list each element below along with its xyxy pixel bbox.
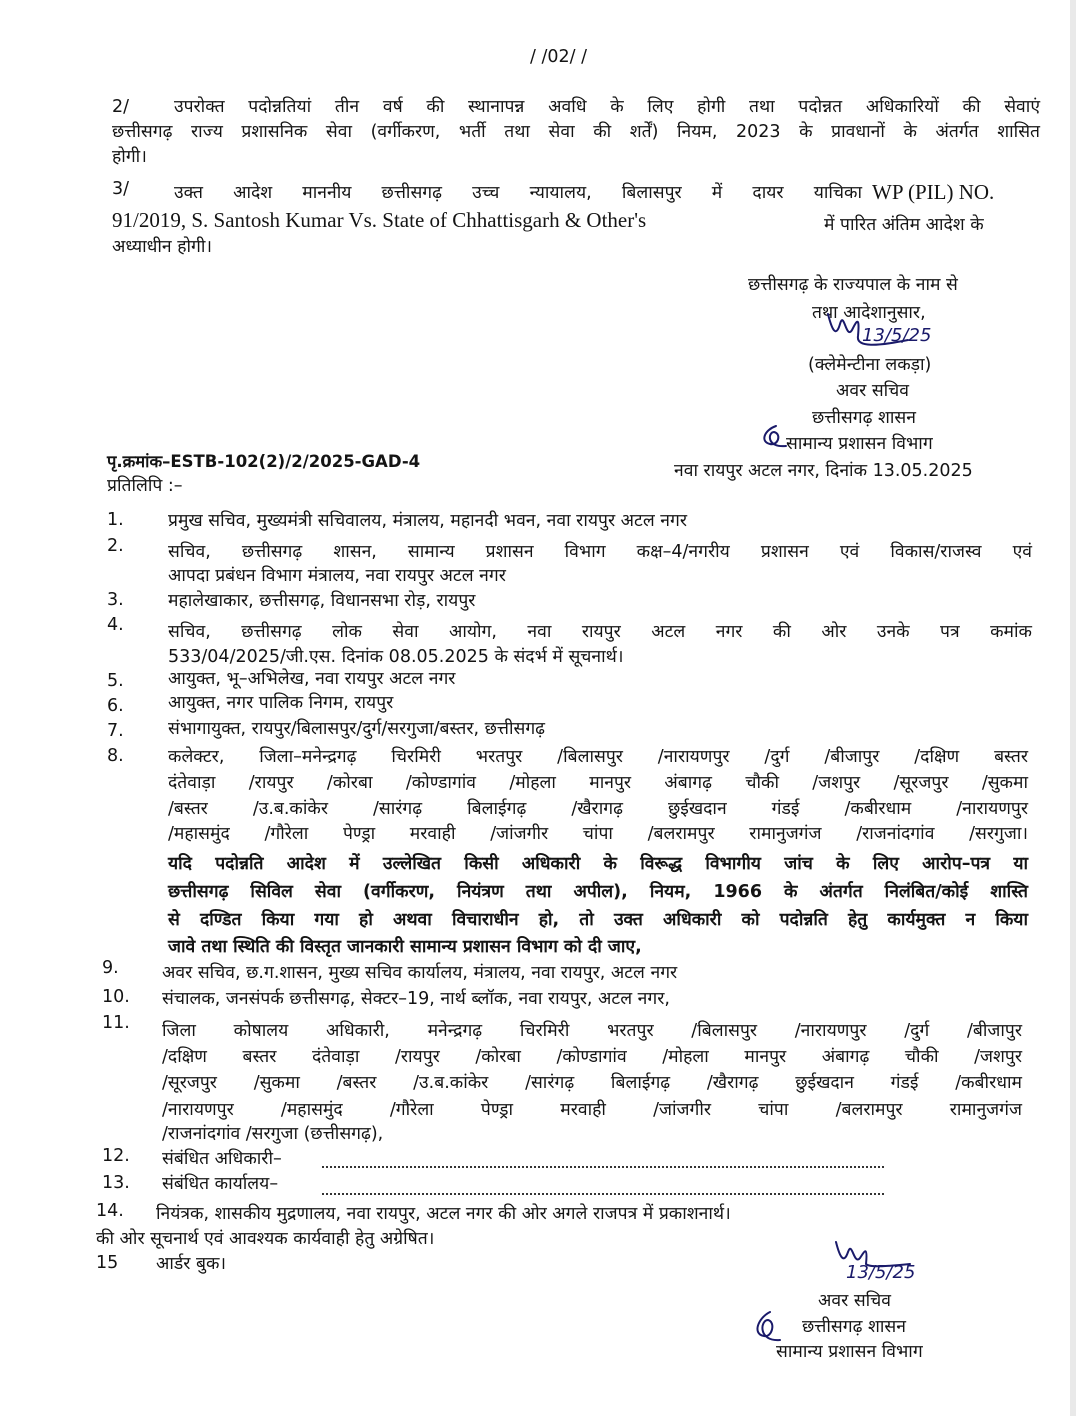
list-item-8-line-4: /महासमुंद /गौरेला पेण्ड्रा मरवाही /जांजगीर चांपा /बलरामपुर रामानुजगंज /राजनांदगांव /सरगुजा। [168, 824, 1028, 844]
list-item-8-note-line-4: जावे तथा स्थिति की विस्तृत जानकारी सामान्य प्रशासन विभाग को दी जाए, [168, 937, 642, 957]
list-item-14-line-1: नियंत्रक, शासकीय मुद्रणालय, नवा रायपुर, अटल नगर की ओर अगले राजपत्र में प्रकाशनार्थ। [156, 1204, 731, 1224]
para-3-line-2-tail: में पारित अंतिम आदेश के [824, 215, 984, 235]
list-item-11-line-4: /नारायणपुर /महासमुंद /गौरेला पेण्ड्रा मरवाही /जांजगीर चांपा /बलरामपुर रामानुजगंज [162, 1100, 1022, 1120]
para-3-line-3: अध्याधीन होगी। [112, 237, 213, 257]
list-item-2-line-1: सचिव, छत्तीसगढ़ शासन, सामान्य प्रशासन विभाग कक्ष–4/नगरीय प्रशासन एवं विकास/राजस्व एवं [168, 542, 1032, 562]
sign-2-date: 13/5/25 [846, 1262, 916, 1283]
list-item-2-line-2: आपदा प्रबंधन विभाग मंत्रालय, नवा रायपुर अटल नगर [168, 566, 506, 586]
copy-to-heading: प्रतिलिपि :– [107, 476, 183, 496]
list-item-8-note-line-2: छत्तीसगढ़ सिविल सेवा (वर्गीकरण, नियंत्रण तथा अपील), नियम, 1966 के अंतर्गत निलंबित/कोई शास्ति [168, 882, 1028, 902]
item-number: 13. [102, 1173, 130, 1193]
item-number: 11. [102, 1013, 130, 1033]
page-marker: / /02/ / [530, 47, 587, 67]
reference-place-date: नवा रायपुर अटल नगर, दिनांक 13.05.2025 [674, 461, 973, 481]
list-item-4-line-1: सचिव, छत्तीसगढ़ लोक सेवा आयोग, नवा रायपुर अटल नगर की ओर उनके पत्र कमांक [168, 622, 1032, 642]
sign-1-line-1: छत्तीसगढ़ के राज्यपाल के नाम से [748, 275, 958, 295]
blank-line-13 [322, 1193, 884, 1195]
list-item-9: अवर सचिव, छ.ग.शासन, मुख्य सचिव कार्यालय, मंत्रालय, नवा रायपुर, अटल नगर [162, 963, 678, 983]
list-item-14-line-2: की ओर सूचनार्थ एवं आवश्यक कार्यवाही हेतु अग्रेषित। [96, 1229, 435, 1249]
item-number: 12. [102, 1146, 130, 1166]
list-item-11-line-2: /दक्षिण बस्तर दंतेवाड़ा /रायपुर /कोरबा /कोण्डागांव /मोहला मानपुर अंबागढ़ चौकी /जशपुर [162, 1047, 1022, 1067]
list-item-8-line-3: /बस्तर /उ.ब.कांकेर /सारंगढ़ बिलाईगढ़ /खैरागढ़ छुईखदान गंडई /कबीरधाम /नारायणपुर [168, 799, 1028, 819]
para-2-line-2: छत्तीसगढ़ राज्य प्रशासनिक सेवा (वर्गीकरण, भर्ती तथा सेवा की शर्तें) नियम, 2023 के प्रावधानों के अंतर्गत शासित [112, 122, 1040, 142]
list-item-11-line-5: /राजनांदगांव /सरगुजा (छत्तीसगढ़), [162, 1124, 384, 1144]
item-number: 2. [107, 536, 124, 556]
list-item-11-line-1: जिला कोषालय अधिकारी, मनेन्द्रगढ़ चिरमिरी भरतपुर /बिलासपुर /नारायणपुर /दुर्ग /बीजापुर [162, 1021, 1022, 1041]
reference-number: पृ.क्रमांक–ESTB-102(2)/2/2025-GAD-4 [107, 452, 421, 471]
sign-2-government: छत्तीसगढ़ शासन [802, 1317, 906, 1337]
list-item-6: आयुक्त, नगर पालिक निगम, रायपुर [168, 693, 394, 713]
list-item-15: आर्डर बुक। [156, 1254, 227, 1274]
list-item-4-line-2: 533/04/2025/जी.एस. दिनांक 08.05.2025 के संदर्भ में सूचनार्थ। [168, 647, 624, 667]
item-number: 5. [107, 671, 124, 691]
sign-1-government: छत्तीसगढ़ शासन [812, 408, 916, 428]
list-item-8-line-2: दंतेवाड़ा /रायपुर /कोरबा /कोण्डागांव /मोहला मानपुर अंबागढ़ चौकी /जशपुर /सूरजपुर /सुकमा [168, 773, 1028, 793]
item-number: 1. [107, 510, 124, 530]
list-item-10: संचालक, जनसंपर्क छत्तीसगढ़, सेक्टर–19, नार्थ ब्लॉक, नवा रायपुर, अटल नगर, [162, 989, 670, 1009]
list-item-8-note-line-3: से दण्डित किया गया हो अथवा विचाराधीन हो, तो उक्त अधिकारी को पदोन्नति हेतु कार्यमुक्त न किया [168, 910, 1028, 930]
item-number: 7. [107, 721, 124, 741]
list-item-8-line-1: कलेक्टर, जिला–मनेन्द्रगढ़ चिरमिरी भरतपुर /बिलासपुर /नारायणपुर /दुर्ग /बीजापुर /दक्षिण बस्तर [168, 747, 1028, 767]
para-3-case-title: 91/2019, S. Santosh Kumar Vs. State of Chhattisgarh & Other's [112, 208, 647, 232]
item-number: 4. [107, 615, 124, 635]
para-3-line-1: उक्त आदेश माननीय छत्तीसगढ़ उच्च न्यायालय, बिलासपुर में दायर याचिका [174, 183, 862, 203]
list-item-3: महालेखाकार, छत्तीसगढ़, विधानसभा रोड़, रायपुर [168, 591, 476, 611]
sign-1-line-2: तथा आदेशानुसार, [812, 303, 926, 323]
blank-line-12 [322, 1166, 884, 1168]
sign-1-department: सामान्य प्रशासन विभाग [786, 434, 933, 454]
para-3-number: 3/ [112, 179, 130, 199]
item-number: 15 [96, 1253, 119, 1273]
list-item-8-note-line-1: यदि पदोन्नति आदेश में उल्लेखित किसी अधिकारी के विरूद्ध विभागीय जांच के लिए आरोप–पत्र या [168, 854, 1028, 874]
list-item-5: आयुक्त, भू–अभिलेख, नवा रायपुर अटल नगर [168, 669, 456, 689]
item-number: 6. [107, 696, 124, 716]
item-number: 9. [102, 958, 119, 978]
item-number: 3. [107, 590, 124, 610]
list-item-13: संबंधित कार्यालय– [162, 1174, 279, 1194]
item-number: 14. [96, 1201, 124, 1221]
para-2-number: 2/ [112, 97, 130, 117]
list-item-7: संभागायुक्त, रायपुर/बिलासपुर/दुर्ग/सरगुजा/बस्तर, छत्तीसगढ़ [168, 719, 546, 739]
list-item-11-line-3: /सूरजपुर /सुकमा /बस्तर /उ.ब.कांकेर /सारंगढ़ बिलाईगढ़ /खैरागढ़ छुईखदान गंडई /कबीरधाम [162, 1073, 1022, 1093]
para-3-case-number: WP (PIL) NO. [872, 180, 995, 204]
para-2-line-3: होगी। [112, 147, 147, 167]
sign-1-designation: अवर सचिव [836, 381, 910, 401]
list-item-1: प्रमुख सचिव, मुख्यमंत्री सचिवालय, मंत्रालय, महानदी भवन, नवा रायपुर अटल नगर [168, 511, 688, 531]
item-number: 8. [107, 746, 124, 766]
sign-2-designation: अवर सचिव [818, 1291, 892, 1311]
page-edge-shadow [1070, 0, 1076, 1416]
sign-1-date: 13/5/25 [862, 325, 932, 346]
sign-2-department: सामान्य प्रशासन विभाग [776, 1342, 923, 1362]
item-number: 10. [102, 987, 130, 1007]
list-item-12: संबंधित अधिकारी– [162, 1149, 282, 1169]
para-2-line-1: उपरोक्त पदोन्नतियां तीन वर्ष की स्थानापन्न अवधि के लिए होगी तथा पदोन्नत अधिकारियों की सेवाएं [174, 97, 1040, 117]
sign-1-name: (क्लेमेन्टीना लकड़ा) [808, 355, 932, 375]
